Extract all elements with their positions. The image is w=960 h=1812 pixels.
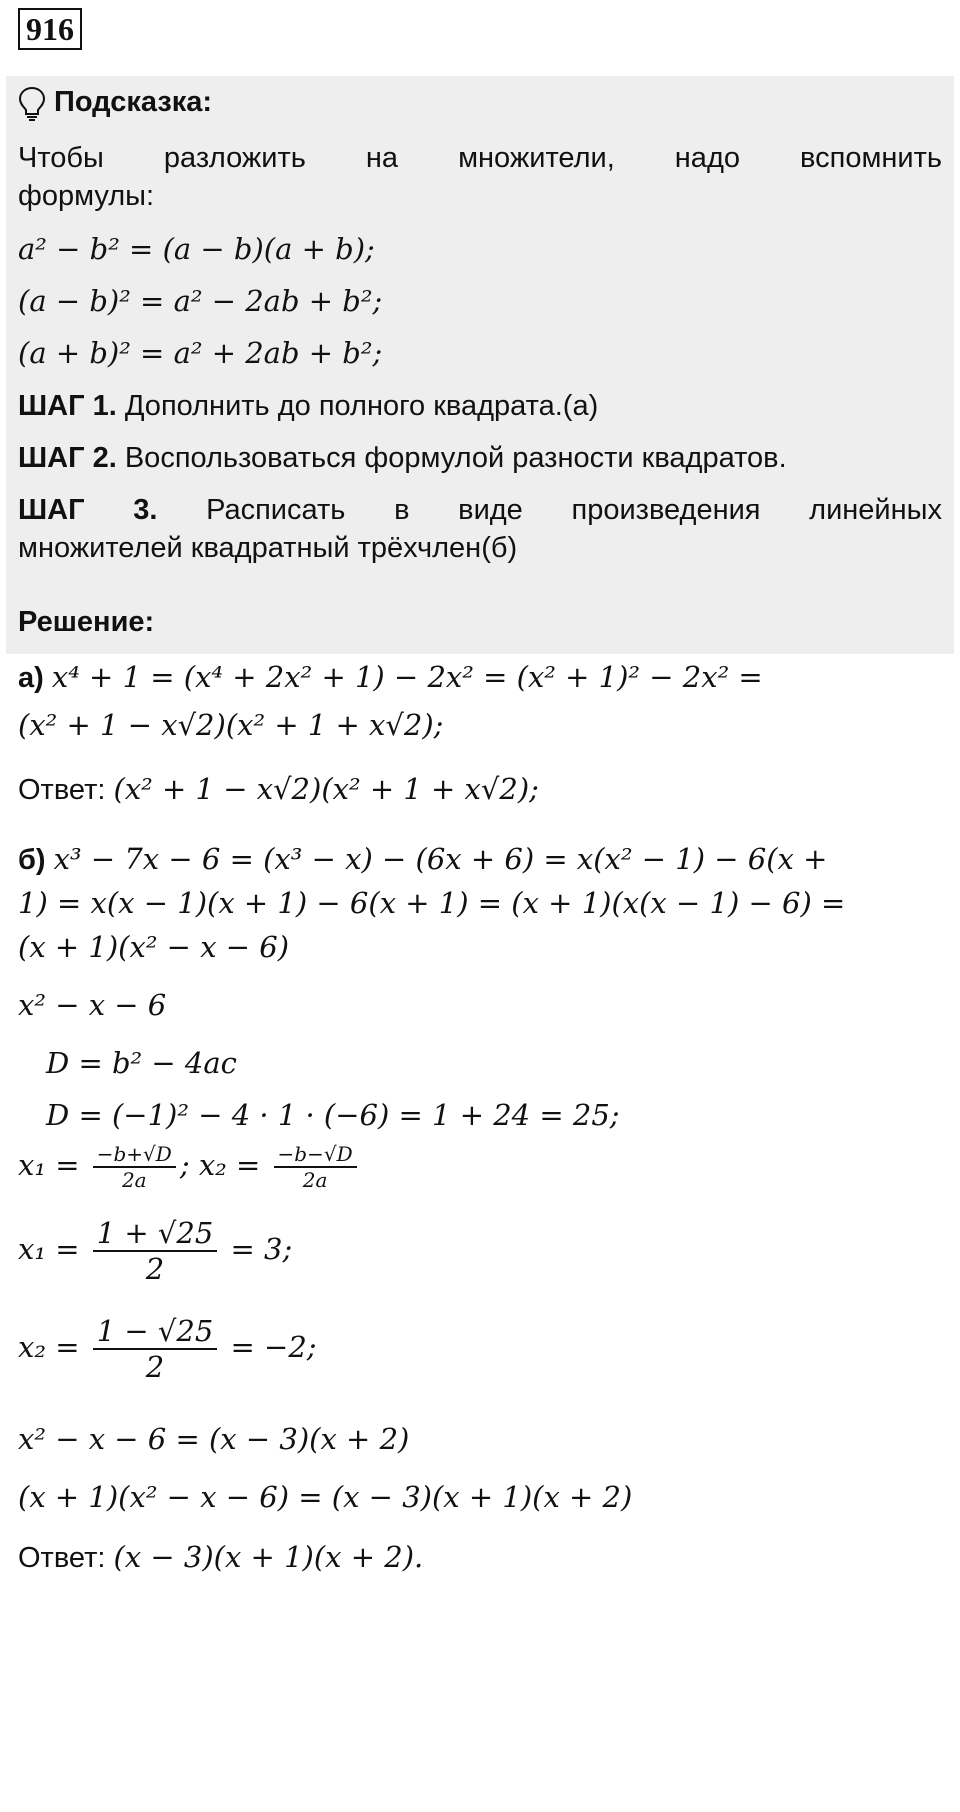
part-a-line2: (x² + 1 − x√2)(x² + 1 + x√2); <box>18 708 444 742</box>
part-a-answer <box>18 772 539 807</box>
roots-x2-denominator: 2a <box>302 1168 328 1192</box>
answer-label-b: Ответ: <box>18 1542 106 1574</box>
discriminant-formula: D = b² − 4ac <box>46 1046 237 1080</box>
part-a-answer-expr: (x² + 1 − x√2)(x² + 1 + x√2); <box>113 772 539 806</box>
problem-number: 916 <box>18 8 82 50</box>
step3-text-line1: Расписать в виде произведения линейных <box>206 494 942 526</box>
roots-separator: ; x₂ = <box>179 1148 261 1182</box>
roots-x1-fraction <box>93 1142 176 1192</box>
factorization-trinomial: x² − x − 6 = (x − 3)(x + 2) <box>18 1422 410 1456</box>
solution-title: Решение: <box>18 606 155 638</box>
x2-rhs: = −2; <box>230 1330 317 1364</box>
hint-title: Подсказка: <box>54 86 213 118</box>
hint-step2 <box>18 442 787 475</box>
discriminant-value: D = (−1)² − 4 · 1 · (−6) = 1 + 24 = 25; <box>46 1098 620 1132</box>
part-a-expr1: x⁴ + 1 = (x⁴ + 2x² + 1) − 2x² = (x² + 1)² − 2x² = <box>51 660 763 694</box>
roots-x1-numerator: −b+√D <box>93 1142 176 1168</box>
x1-rhs: = 3; <box>230 1232 293 1266</box>
step3-label: ШАГ 3. <box>18 494 158 526</box>
part-b-line1 <box>18 842 827 877</box>
hint-step1 <box>18 390 598 423</box>
formula-difference-of-squares: a² − b² = (a − b)(a + b); <box>18 232 375 266</box>
part-b-answer-expr: (x − 3)(x + 1)(x + 2). <box>113 1540 424 1574</box>
part-b-line2: 1) = x(x − 1)(x + 1) − 6(x + 1) = (x + 1)(x(x − 1) − 6) = <box>18 886 846 920</box>
formula-square-of-difference: (a − b)² = a² − 2ab + b²; <box>18 284 383 318</box>
roots-x1-denominator: 2a <box>121 1168 147 1192</box>
roots-x1-lhs: x₁ = <box>18 1148 80 1182</box>
roots-x2-fraction <box>274 1142 357 1192</box>
quadratic-trinomial: x² − x − 6 <box>18 988 167 1022</box>
x1-lhs: x₁ = <box>18 1232 80 1266</box>
hint-intro-line2: формулы: <box>18 180 155 212</box>
roots-formula <box>18 1142 361 1192</box>
x1-denominator: 2 <box>145 1252 165 1286</box>
step1-label: ШАГ 1. <box>18 390 117 422</box>
formula-square-of-sum: (a + b)² = a² + 2ab + b²; <box>18 336 383 370</box>
step2-label: ШАГ 2. <box>18 442 117 474</box>
step2-text: Воспользоваться формулой разности квадратов. <box>124 442 787 474</box>
x1-numerator: 1 + √25 <box>93 1216 218 1252</box>
part-b-answer <box>18 1540 423 1575</box>
x2-numerator: 1 − √25 <box>93 1314 218 1350</box>
root-x2 <box>18 1314 317 1384</box>
root-x1 <box>18 1216 292 1286</box>
factorization-full: (x + 1)(x² − x − 6) = (x − 3)(x + 1)(x + 2) <box>18 1480 633 1514</box>
part-b-label: б) <box>18 844 46 876</box>
hint-intro-line1: Чтобы разложить на множители, надо вспомнить <box>18 142 942 174</box>
step1-text: Дополнить до полного квадрата.(а) <box>124 390 599 422</box>
part-a-label: а) <box>18 662 44 694</box>
lightbulb-icon <box>18 86 46 122</box>
x2-lhs: x₂ = <box>18 1330 80 1364</box>
hint-step3-line2: множителей квадратный трёхчлен(б) <box>18 532 518 564</box>
answer-label-a: Ответ: <box>18 774 106 806</box>
part-a-line1 <box>18 660 763 695</box>
roots-x2-numerator: −b−√D <box>274 1142 357 1168</box>
x1-fraction <box>93 1216 218 1286</box>
part-b-line3: (x + 1)(x² − x − 6) <box>18 930 290 964</box>
x2-fraction <box>93 1314 218 1384</box>
x2-denominator: 2 <box>145 1350 165 1384</box>
part-b-expr1: x³ − 7x − 6 = (x³ − x) − (6x + 6) = x(x² − 1) − 6(x + <box>53 842 828 876</box>
hint-step3-line1 <box>18 494 942 527</box>
